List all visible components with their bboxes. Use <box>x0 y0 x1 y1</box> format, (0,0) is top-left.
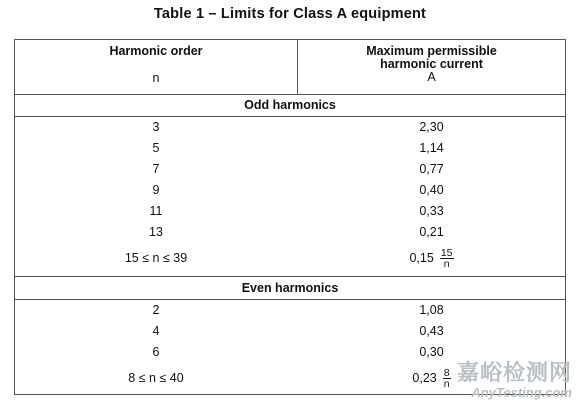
even-harmonics-heading: Even harmonics <box>15 276 565 300</box>
header-max-current <box>298 40 565 94</box>
current-cell <box>298 243 565 273</box>
table-row <box>15 159 565 180</box>
table-title: Table 1 – Limits for Class A equipment <box>153 6 427 22</box>
fraction <box>443 368 451 389</box>
odd-harmonics-heading: Odd harmonics <box>15 94 565 117</box>
fraction-denominator: n <box>443 378 450 391</box>
current-cell: 1,14 <box>419 141 444 155</box>
harmonic-order-cell: 7 <box>152 162 160 176</box>
watermark-cn: 嘉峪检测网 <box>456 360 572 385</box>
harmonic-order-cell: 4 <box>152 324 160 338</box>
harmonic-order-cell: 8 ≤ n ≤ 40 <box>128 371 184 385</box>
table-row <box>15 243 565 273</box>
table-row <box>15 363 565 393</box>
current-cell: 0,30 <box>419 345 444 359</box>
table-row <box>15 180 565 201</box>
table-row <box>15 117 565 138</box>
header-harmonic-order <box>15 40 298 94</box>
table-row <box>15 201 565 222</box>
limits-table <box>14 39 566 395</box>
harmonic-order-cell: 13 <box>149 225 163 239</box>
even-harmonics-rows <box>15 300 565 393</box>
table-row <box>15 300 565 321</box>
table-row <box>15 321 565 342</box>
harmonic-order-cell: 5 <box>152 141 160 155</box>
watermark-en: AnyTesting.com <box>471 385 572 400</box>
current-cell: 0,21 <box>419 225 444 239</box>
current-cell: 1,08 <box>419 303 444 317</box>
fraction <box>440 248 454 269</box>
current-cell <box>298 363 565 393</box>
harmonic-order-cell: 9 <box>152 183 160 197</box>
header-max-current-unit: A <box>427 70 436 84</box>
current-cell: 2,30 <box>419 120 444 134</box>
current-cell: 0,40 <box>419 183 444 197</box>
header-harmonic-order-label: Harmonic order <box>109 44 203 58</box>
harmonic-order-cell: 2 <box>152 303 160 317</box>
current-cell: 0,43 <box>419 324 444 338</box>
header-harmonic-order-unit: n <box>152 71 160 85</box>
header-max-current-label-line1: Maximum permissible <box>366 44 497 58</box>
harmonic-order-cell: 11 <box>149 204 163 218</box>
current-cell: 0,33 <box>419 204 444 218</box>
fraction-denominator: n <box>443 258 450 271</box>
harmonic-order-cell: 6 <box>152 345 160 359</box>
harmonic-order-cell: 15 ≤ n ≤ 39 <box>124 251 188 265</box>
odd-harmonics-rows <box>15 117 565 273</box>
current-cell: 0,77 <box>419 162 444 176</box>
table-row <box>15 138 565 159</box>
fraction-numerator: 15 <box>440 247 453 260</box>
harmonic-order-cell: 3 <box>152 120 160 134</box>
current-value: 0,15 <box>409 251 434 265</box>
table-header <box>15 40 565 95</box>
fraction-numerator: 8 <box>443 367 450 380</box>
table-row <box>15 342 565 363</box>
table-row <box>15 222 565 243</box>
header-max-current-label-line2: harmonic current <box>380 57 483 71</box>
current-value: 0,23 <box>412 371 437 385</box>
